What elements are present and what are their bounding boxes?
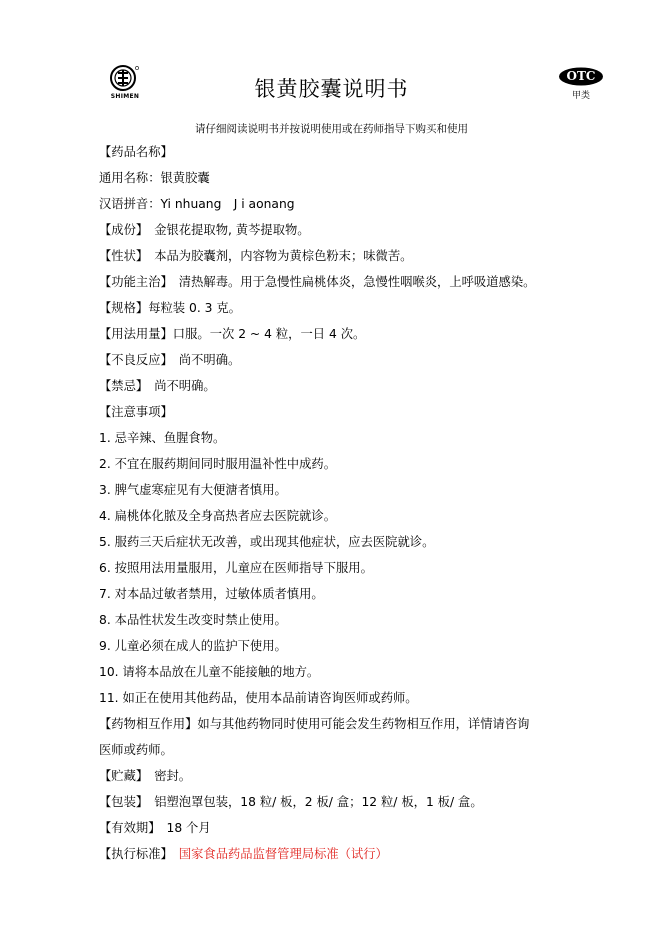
dosage-text: 口服。一次 2 ~ 4 粒，一日 4 次。 bbox=[172, 327, 366, 341]
contraindications-label: 【禁忌】 bbox=[99, 379, 149, 393]
precaution-item: 3. 脾气虚寒症见有大便溏者慎用。 bbox=[99, 483, 287, 497]
validity-row bbox=[99, 815, 589, 841]
interactions-label: 【药物相互作用】 bbox=[99, 717, 198, 731]
precaution-item: 1. 忌辛辣、鱼腥食物。 bbox=[99, 431, 226, 445]
precaution-item: 4. 扁桃体化脓及全身高热者应去医院就诊。 bbox=[99, 509, 336, 523]
package-row bbox=[99, 789, 589, 815]
storage-text: 密封。 bbox=[154, 769, 192, 783]
spec-row bbox=[99, 295, 589, 321]
pinyin-name: 汉语拼音：Yi nhuang J i aonang bbox=[99, 197, 295, 211]
precaution-item: 2. 不宜在服药期间同时服用温补性中成药。 bbox=[99, 457, 336, 471]
logo-caption: SHIMEN bbox=[110, 93, 140, 100]
standard-row bbox=[99, 841, 589, 867]
drug-name-heading: 【药品名称】 bbox=[99, 145, 173, 159]
precaution-item: 9. 儿童必须在成人的监护下使用。 bbox=[99, 639, 287, 653]
composition-label: 【成份】 bbox=[99, 223, 149, 237]
composition-row bbox=[99, 217, 589, 243]
validity-text: 18 个月 bbox=[166, 821, 211, 835]
precaution-item: 7. 对本品过敏者禁用，过敏体质者慎用。 bbox=[99, 587, 324, 601]
otc-class: 甲类 bbox=[571, 91, 590, 101]
precaution-item: 6. 按照用法用量服用，儿童应在医师指导下服用。 bbox=[99, 561, 373, 575]
precautions-heading: 【注意事项】 bbox=[99, 405, 173, 419]
properties-text: 本品为胶囊剂，内容物为黄棕色粉末；味微苦。 bbox=[154, 249, 413, 263]
composition-text: 金银花提取物, 黄芩提取物。 bbox=[154, 223, 310, 237]
spec-text: 每粒装 0. 3 克。 bbox=[148, 301, 241, 315]
storage-label: 【贮藏】 bbox=[99, 769, 149, 783]
adverse-text: 尚不明确。 bbox=[178, 353, 241, 367]
properties-row bbox=[99, 243, 589, 269]
precaution-item: 10. 请将本品放在儿童不能接触的地方。 bbox=[99, 665, 320, 679]
adverse-label: 【不良反应】 bbox=[99, 353, 173, 367]
package-label: 【包装】 bbox=[99, 795, 149, 809]
precaution-item: 11. 如正在使用其他药品，使用本品前请咨询医师或药师。 bbox=[99, 691, 418, 705]
interactions-continuation: 医师或药师。 bbox=[99, 743, 173, 757]
dosage-label: 【用法用量】 bbox=[99, 327, 173, 341]
storage-row bbox=[99, 763, 589, 789]
properties-label: 【性状】 bbox=[99, 249, 149, 263]
contraindications-text: 尚不明确。 bbox=[154, 379, 216, 393]
usage-notice: 请仔细阅读说明书并按说明使用或在药师指导下购买和使用 bbox=[195, 123, 468, 135]
page-title: 银黄胶囊说明书 bbox=[254, 77, 409, 101]
validity-label: 【有效期】 bbox=[99, 821, 161, 835]
indications-row bbox=[99, 269, 589, 295]
contraindications-row bbox=[99, 373, 589, 399]
standard-text: 国家食品药品监督管理局标准（试行） bbox=[178, 847, 388, 861]
dosage-row bbox=[99, 321, 589, 347]
document-header bbox=[0, 60, 663, 120]
indications-text: 清热解毒。用于急慢性扁桃体炎，急慢性咽喉炎，上呼吸道感染。 bbox=[178, 275, 536, 289]
generic-name: 通用名称：银黄胶囊 bbox=[99, 171, 210, 185]
package-text: 铝塑泡罩包装，18 粒/ 板，2 板/ 盒；12 粒/ 板，1 板/ 盒。 bbox=[154, 795, 483, 809]
adverse-row bbox=[99, 347, 589, 373]
document-body bbox=[99, 139, 589, 867]
standard-label: 【执行标准】 bbox=[99, 847, 173, 861]
spec-label: 【规格】 bbox=[99, 301, 149, 315]
indications-label: 【功能主治】 bbox=[99, 275, 173, 289]
otc-badge-text: OTC bbox=[566, 69, 596, 83]
interactions-row bbox=[99, 711, 589, 737]
otc-badge bbox=[558, 67, 604, 86]
precaution-item: 8. 本品性状发生改变时禁止使用。 bbox=[99, 613, 287, 627]
interactions-text: 如与其他药物同时使用可能会发生药物相互作用，详情请咨询 bbox=[197, 717, 530, 731]
precaution-item: 5. 服药三天后症状无改善，或出现其他症状，应去医院就诊。 bbox=[99, 535, 435, 549]
